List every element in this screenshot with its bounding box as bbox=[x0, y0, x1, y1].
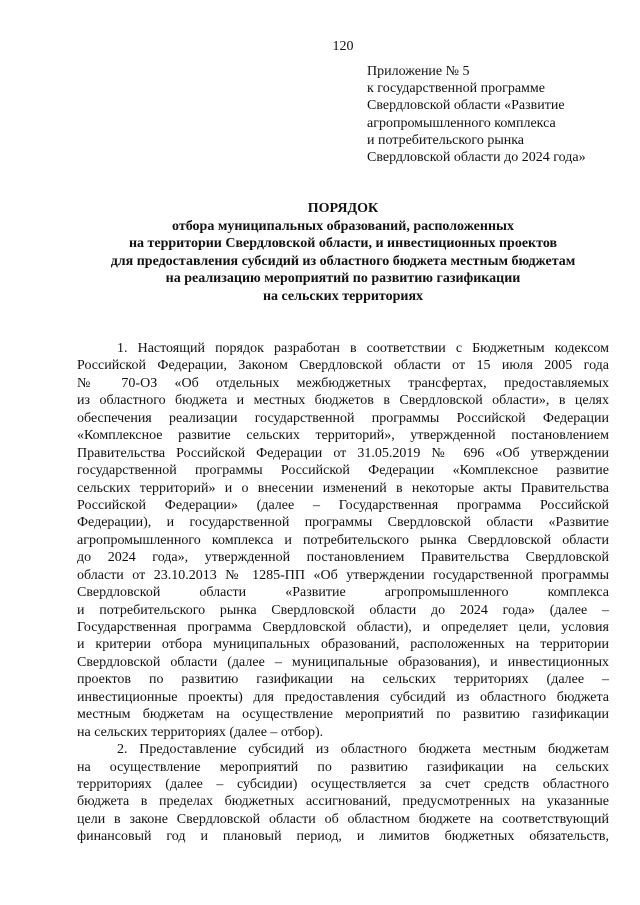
title-line: для предоставления субсидий из областного бюджета местным бюджетам bbox=[110, 253, 576, 269]
paragraph-line: Федерации), и государственной программы Свердловской области «Развитие bbox=[77, 515, 609, 531]
appendix-line: к государственной программе bbox=[367, 81, 545, 97]
paragraph-line: Государственная программа Свердловской области), и определяет цели, условия bbox=[77, 620, 609, 635]
title-line: на сельских территориях bbox=[262, 288, 424, 304]
paragraph-line: и потребительского рынка Свердловской области до 2024 года» (далее – bbox=[77, 602, 609, 618]
paragraph-line: агропромышленного комплекса и потребительского рынка Свердловской области bbox=[77, 532, 609, 548]
paragraph-2 bbox=[77, 741, 609, 846]
paragraph-1 bbox=[77, 340, 609, 741]
title-line: на реализацию мероприятий по развитию газификации bbox=[165, 271, 521, 286]
appendix-line: Приложение № 5 bbox=[367, 64, 470, 79]
paragraph-line: и критерии отбора муниципальных образований, расположенных на территории bbox=[77, 637, 609, 653]
title-line: на территории Свердловской области, и инвестиционных проектов bbox=[128, 236, 558, 251]
title-line: ПОРЯДОК bbox=[307, 201, 379, 216]
appendix-line: и потребительского рынка bbox=[367, 132, 525, 148]
paragraph-line: до 2024 года», утвержденной постановлением Правительства Свердловской bbox=[77, 550, 609, 566]
paragraph-line: «Комплексное развитие сельских территорий», утвержденной постановлением bbox=[77, 428, 609, 444]
paragraph-line: обеспечения реализации государственной программы Российской Федерации bbox=[77, 410, 609, 426]
paragraph-line: на осуществление мероприятий по развитию газификации на сельских bbox=[77, 759, 609, 775]
paragraph-line: 2. Предоставление субсидий из областного бюджета местным бюджетам bbox=[117, 742, 609, 758]
paragraph-line: цели в законе Свердловской области об областном бюджете на соответствующий bbox=[77, 811, 609, 827]
paragraph-line: № 70-ОЗ «Об отдельных межбюджетных трансфертах, предоставляемых bbox=[77, 375, 609, 391]
paragraph-line: Российской Федерации, Законом Свердловской области от 15 июля 2005 года bbox=[77, 358, 609, 374]
document-body bbox=[77, 340, 609, 846]
paragraph-line: Свердловской области «Развитие агропромышленного комплекса bbox=[77, 585, 609, 601]
appendix-line: агропромышленного комплекса bbox=[367, 115, 556, 131]
paragraph-line: Российской Федерации» (далее – Государственная программа Российской bbox=[77, 497, 609, 513]
paragraph-line: финансовый год и плановый период, и лимитов бюджетных обязательств, bbox=[77, 829, 609, 845]
paragraph-line: местным бюджетам на осуществление мероприятий по развитию газификации bbox=[77, 707, 609, 723]
document-title bbox=[0, 200, 640, 305]
page-number: 120 bbox=[332, 39, 354, 54]
paragraph-line: Свердловской области (далее – муниципальные образования), и инвестиционных bbox=[77, 654, 609, 670]
paragraph-line: сельских территорий» и о внесении изменений в некоторые акты Правительства bbox=[77, 480, 609, 496]
paragraph-line: области от 23.10.2013 № 1285-ПП «Об утверждении государственной программы bbox=[77, 567, 609, 583]
paragraph-line: из областного бюджета и местных бюджетов в Свердловской области», в целях bbox=[77, 393, 609, 409]
paragraph-line: бюджета в пределах бюджетных ассигнований, предусмотренных на указанные bbox=[77, 794, 609, 810]
paragraph-line: 1. Настоящий порядок разработан в соответствии с Бюджетным кодексом bbox=[117, 341, 609, 356]
paragraph-line: проектов по развитию газификации на сельских территориях (далее – bbox=[77, 672, 609, 688]
appendix-line: Свердловской области «Развитие bbox=[367, 98, 565, 114]
title-line: отбора муниципальных образований, расположенных bbox=[172, 218, 514, 234]
paragraph-line: Правительства Российской Федерации от 31.05.2019 № 696 «Об утверждении bbox=[77, 445, 609, 461]
appendix-line: Свердловской области до 2024 года» bbox=[367, 150, 586, 166]
paragraph-line: территориях (далее – субсидии) осуществляется за счет средств областного bbox=[77, 776, 609, 792]
paragraph-line: на сельских территориях (далее – отбор). bbox=[77, 724, 324, 740]
paragraph-line: инвестиционные проекты) для предоставления субсидий из областного бюджета bbox=[77, 689, 609, 705]
appendix-block bbox=[367, 63, 632, 166]
paragraph-line: государственной программы Российской Федерации «Комплексное развитие bbox=[77, 463, 609, 479]
